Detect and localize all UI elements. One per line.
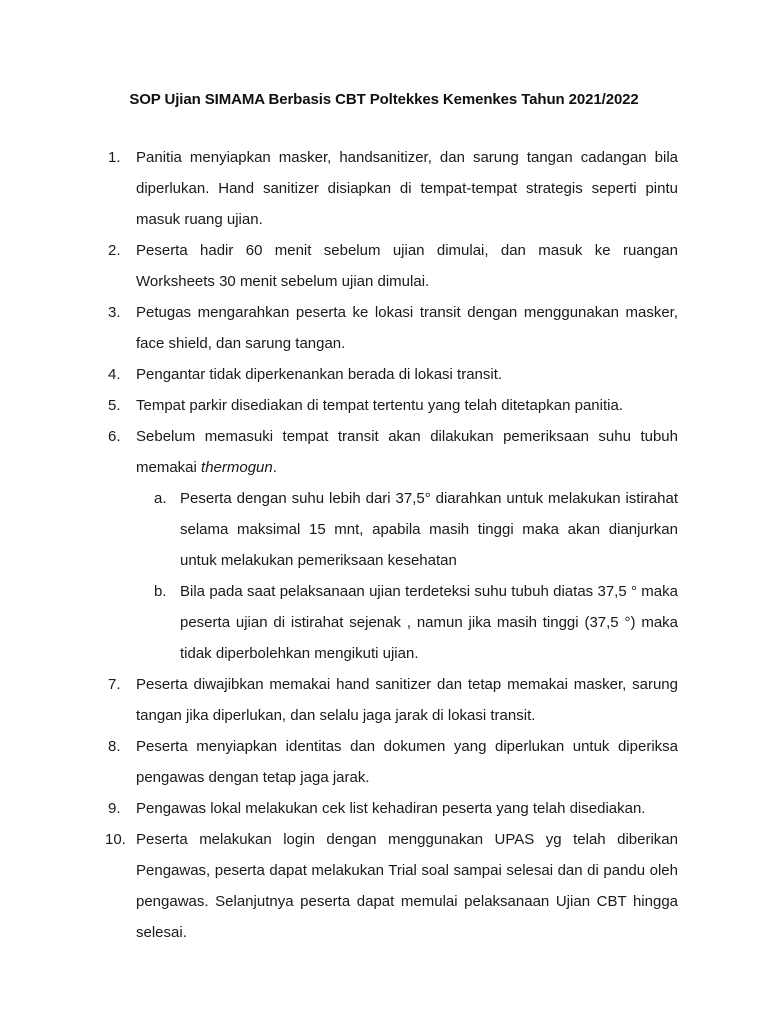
item-text: Peserta hadir 60 menit sebelum ujian dimulai, dan masuk ke ruangan Worksheets 30 menit sebelum ujian dimulai. (136, 242, 678, 290)
sop-list (105, 142, 678, 948)
item-number: 6. (108, 428, 121, 445)
list-item (108, 390, 678, 421)
list-item (108, 235, 678, 297)
item-number: 3. (108, 304, 121, 321)
sub-list-item (154, 483, 678, 576)
item-text: Peserta diwajibkan memakai hand sanitizer dan tetap memakai masker, sarung tangan jika diperlukan, dan selalu jaga jarak di lokasi transit. (136, 676, 678, 724)
sub-list (154, 483, 678, 669)
list-item (108, 297, 678, 359)
list-item (108, 142, 678, 235)
item-text: Petugas mengarahkan peserta ke lokasi transit dengan menggunakan masker, face shield, dan sarung tangan. (136, 304, 678, 352)
item-number: 1. (108, 149, 121, 166)
item-number: 8. (108, 738, 121, 755)
item-number: 4. (108, 366, 121, 383)
item-number: 7. (108, 676, 121, 693)
list-item (108, 421, 678, 669)
document-title: SOP Ujian SIMAMA Berbasis CBT Poltekkes Kemenkes Tahun 2021/2022 (129, 91, 639, 108)
sub-item-text: Bila pada saat pelaksanaan ujian terdeteksi suhu tubuh diatas 37,5 ° maka peserta ujian di istirahat sejenak , namun jika masih tinggi (37,5 °) maka tidak diperbolehkan mengikuti ujian. (180, 583, 678, 662)
sub-item-text: Peserta dengan suhu lebih dari 37,5° diarahkan untuk melakukan istirahat selama maksimal 15 mnt, apabila masih tinggi maka akan dianjurkan untuk melakukan pemeriksaan kesehatan (180, 490, 678, 569)
item-number: 2. (108, 242, 121, 259)
item-text: Pengawas lokal melakukan cek list kehadiran peserta yang telah disediakan. (136, 800, 646, 817)
list-item (105, 824, 678, 948)
sub-item-letter: b. (154, 583, 167, 600)
item-text: Sebelum memasuki tempat transit akan dilakukan pemeriksaan suhu tubuh memakai (136, 428, 678, 476)
list-item (108, 359, 678, 390)
item-text-after: . (272, 459, 277, 476)
item-text: Panitia menyiapkan masker, handsanitizer, dan sarung tangan cadangan bila diperlukan. Hand sanitizer disiapkan di tempat-tempat strategis seperti pintu masuk ruang ujian. (136, 149, 678, 228)
item-number: 10. (105, 831, 126, 848)
item-text: Pengantar tidak diperkenankan berada di lokasi transit. (136, 366, 503, 383)
list-item (108, 731, 678, 793)
sub-list-item (154, 576, 678, 669)
item-number: 9. (108, 800, 121, 817)
sub-item-letter: a. (154, 490, 167, 507)
item-text: Tempat parkir disediakan di tempat tertentu yang telah ditetapkan panitia. (136, 397, 623, 414)
list-item (108, 669, 678, 731)
item-number: 5. (108, 397, 121, 414)
item-text: Peserta melakukan login dengan menggunakan UPAS yg telah diberikan Pengawas, peserta dapat melakukan Trial soal sampai selesai dan di pandu oleh pengawas. Selanjutnya peserta dapat memulai pelaksanaan Ujian CBT hingga selesai. (136, 831, 678, 941)
item-text: Peserta menyiapkan identitas dan dokumen yang diperlukan untuk diperiksa pengawas dengan tetap jaga jarak. (136, 738, 678, 786)
list-item (108, 793, 678, 824)
item-text-italic: thermogun (201, 459, 273, 476)
